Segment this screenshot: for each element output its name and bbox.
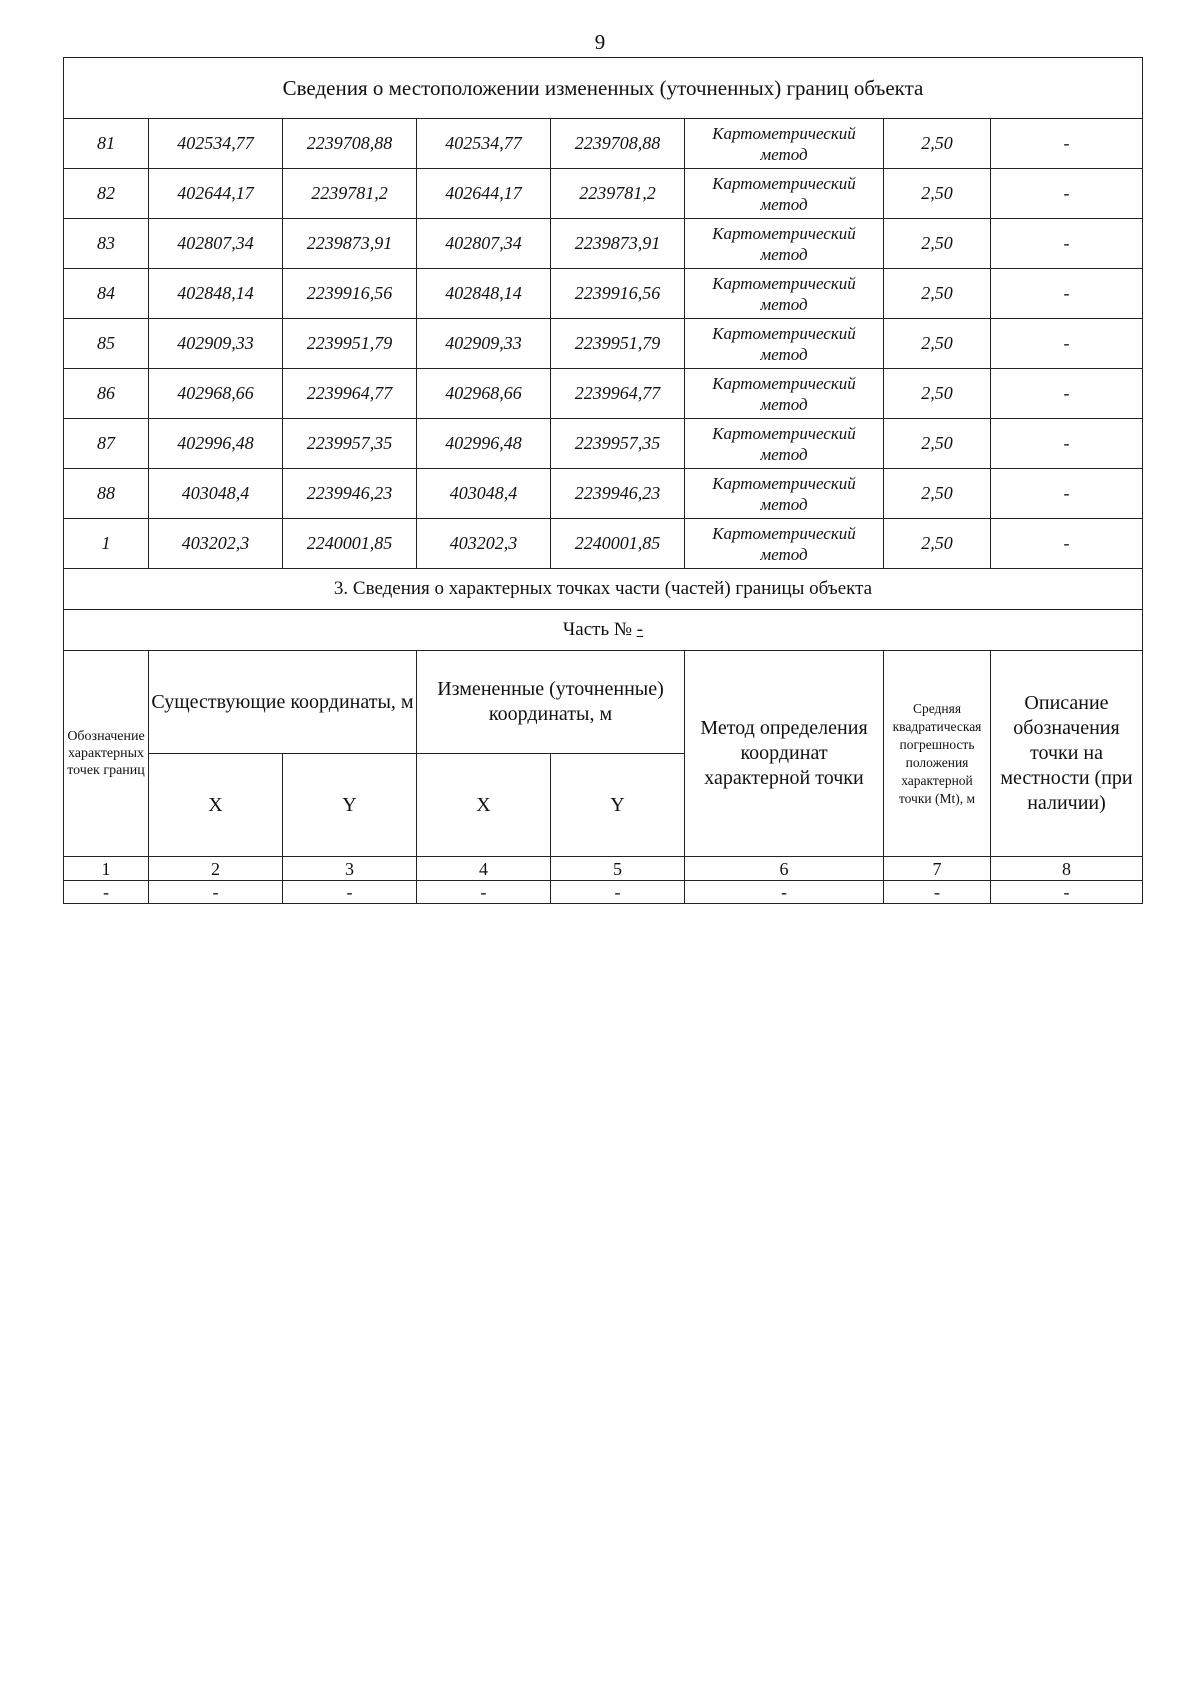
mt-cell: 2,50: [884, 469, 991, 519]
changed-x-cell: 402644,17: [417, 169, 551, 219]
changed-y-cell: 2240001,85: [551, 519, 685, 569]
column-number: 7: [884, 857, 991, 881]
point-number-cell: 88: [64, 469, 149, 519]
table-row: [64, 269, 1143, 319]
existing-y-cell: 2239964,77: [283, 369, 417, 419]
section3-title: 3. Сведения о характерных точках части (частей) границы объекта: [64, 569, 1143, 610]
point-number-cell: 1: [64, 519, 149, 569]
changed-x-cell: 402848,14: [417, 269, 551, 319]
existing-x-cell: 403048,4: [149, 469, 283, 519]
part-number: -: [636, 619, 644, 640]
existing-y-cell: 2239957,35: [283, 419, 417, 469]
empty-cell: -: [149, 881, 283, 904]
description-cell: -: [991, 219, 1143, 269]
method-cell: Картометрический метод: [685, 219, 884, 269]
header-existing-y: Y: [283, 754, 417, 857]
changed-x-cell: 403048,4: [417, 469, 551, 519]
method-cell: Картометрический метод: [685, 119, 884, 169]
point-number-cell: 83: [64, 219, 149, 269]
mt-cell: 2,50: [884, 219, 991, 269]
changed-x-cell: 402968,66: [417, 369, 551, 419]
existing-y-cell: 2239781,2: [283, 169, 417, 219]
header-row: [64, 651, 1143, 754]
changed-x-cell: 403202,3: [417, 519, 551, 569]
description-cell: -: [991, 419, 1143, 469]
empty-cell: -: [991, 881, 1143, 904]
empty-cell: -: [551, 881, 685, 904]
existing-x-cell: 402996,48: [149, 419, 283, 469]
part-cell: [64, 610, 1143, 651]
table-row: [64, 169, 1143, 219]
header-mt: Средняя квадратическая погрешность положения характерной точки (Mt), м: [884, 651, 991, 857]
header-method: Метод определения координат характерной точки: [685, 651, 884, 857]
empty-cell: -: [64, 881, 149, 904]
changed-x-cell: 402909,33: [417, 319, 551, 369]
existing-y-cell: 2239708,88: [283, 119, 417, 169]
method-cell: Картометрический метод: [685, 419, 884, 469]
mt-cell: 2,50: [884, 269, 991, 319]
changed-y-cell: 2239957,35: [551, 419, 685, 469]
changed-x-cell: 402996,48: [417, 419, 551, 469]
description-cell: -: [991, 369, 1143, 419]
header-changed-y: Y: [551, 754, 685, 857]
table-row: [64, 219, 1143, 269]
section2-title: Сведения о местоположении измененных (уточненных) границ объекта: [64, 58, 1143, 119]
column-number: 5: [551, 857, 685, 881]
mt-cell: 2,50: [884, 169, 991, 219]
point-number-cell: 81: [64, 119, 149, 169]
existing-y-cell: 2239873,91: [283, 219, 417, 269]
table-row: [64, 369, 1143, 419]
mt-cell: 2,50: [884, 419, 991, 469]
column-number: 3: [283, 857, 417, 881]
existing-x-cell: 402968,66: [149, 369, 283, 419]
point-number-cell: 85: [64, 319, 149, 369]
description-cell: -: [991, 319, 1143, 369]
table-row: [64, 469, 1143, 519]
column-number: 1: [64, 857, 149, 881]
existing-y-cell: 2240001,85: [283, 519, 417, 569]
existing-x-cell: 402534,77: [149, 119, 283, 169]
mt-cell: 2,50: [884, 369, 991, 419]
description-cell: -: [991, 519, 1143, 569]
method-cell: Картометрический метод: [685, 269, 884, 319]
mt-cell: 2,50: [884, 119, 991, 169]
empty-cell: -: [283, 881, 417, 904]
column-number-row: [64, 857, 1143, 881]
method-cell: Картометрический метод: [685, 369, 884, 419]
column-number: 2: [149, 857, 283, 881]
existing-y-cell: 2239916,56: [283, 269, 417, 319]
description-cell: -: [991, 469, 1143, 519]
changed-y-cell: 2239951,79: [551, 319, 685, 369]
method-cell: Картометрический метод: [685, 519, 884, 569]
section3-title-row: [64, 569, 1143, 610]
existing-x-cell: 402848,14: [149, 269, 283, 319]
changed-x-cell: 402807,34: [417, 219, 551, 269]
existing-y-cell: 2239946,23: [283, 469, 417, 519]
existing-x-cell: 402644,17: [149, 169, 283, 219]
table-row: [64, 419, 1143, 469]
column-number: 6: [685, 857, 884, 881]
coordinates-table: [63, 57, 1143, 904]
method-cell: Картометрический метод: [685, 469, 884, 519]
empty-cell: -: [685, 881, 884, 904]
header-changed-x: X: [417, 754, 551, 857]
changed-y-cell: 2239946,23: [551, 469, 685, 519]
header-changed-coords: Измененные (уточненные) координаты, м: [417, 651, 685, 754]
description-cell: -: [991, 269, 1143, 319]
point-number-cell: 82: [64, 169, 149, 219]
column-number: 8: [991, 857, 1143, 881]
header-existing-x: X: [149, 754, 283, 857]
existing-x-cell: 403202,3: [149, 519, 283, 569]
column-number: 4: [417, 857, 551, 881]
existing-y-cell: 2239951,79: [283, 319, 417, 369]
changed-y-cell: 2239708,88: [551, 119, 685, 169]
part-row: [64, 610, 1143, 651]
section2-title-row: [64, 58, 1143, 119]
empty-cell: -: [417, 881, 551, 904]
description-cell: -: [991, 169, 1143, 219]
changed-x-cell: 402534,77: [417, 119, 551, 169]
table-row: [64, 319, 1143, 369]
changed-y-cell: 2239873,91: [551, 219, 685, 269]
changed-y-cell: 2239916,56: [551, 269, 685, 319]
existing-x-cell: 402909,33: [149, 319, 283, 369]
mt-cell: 2,50: [884, 519, 991, 569]
method-cell: Картометрический метод: [685, 319, 884, 369]
table-row: [64, 519, 1143, 569]
point-number-cell: 84: [64, 269, 149, 319]
part-label: Часть №: [562, 619, 637, 640]
description-cell: -: [991, 119, 1143, 169]
existing-x-cell: 402807,34: [149, 219, 283, 269]
mt-cell: 2,50: [884, 319, 991, 369]
method-cell: Картометрический метод: [685, 169, 884, 219]
empty-cell: -: [884, 881, 991, 904]
table-row: [64, 119, 1143, 169]
header-existing-coords: Существующие координаты, м: [149, 651, 417, 754]
point-number-cell: 86: [64, 369, 149, 419]
changed-y-cell: 2239964,77: [551, 369, 685, 419]
point-number-cell: 87: [64, 419, 149, 469]
header-designation: Обозначение характерных точек границ: [64, 651, 149, 857]
header-description: Описание обозначения точки на местности (при наличии): [991, 651, 1143, 857]
page-number: 9: [594, 30, 606, 54]
changed-y-cell: 2239781,2: [551, 169, 685, 219]
table-row: [64, 881, 1143, 904]
